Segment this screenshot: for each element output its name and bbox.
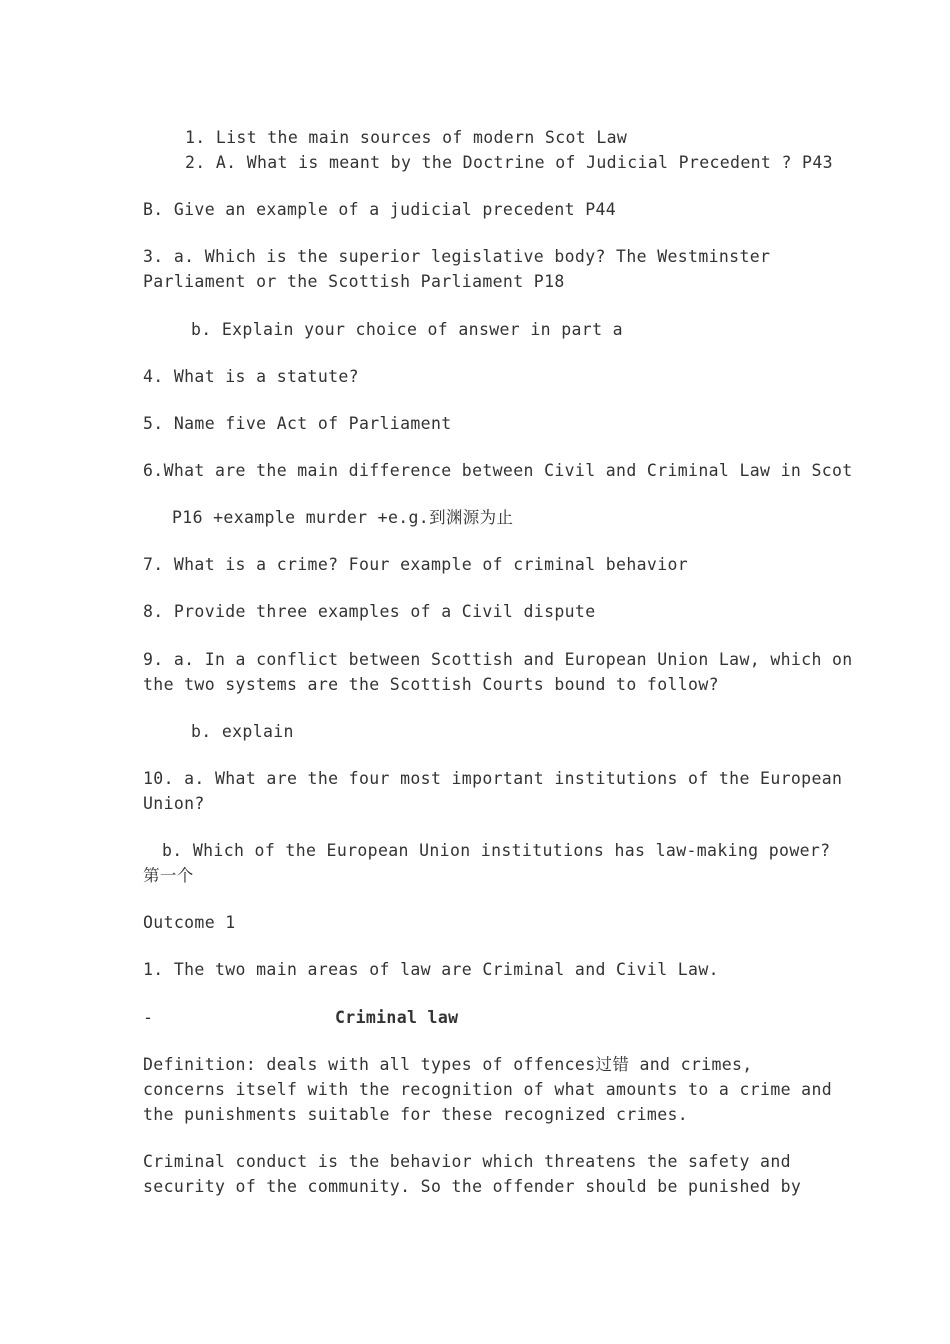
question-4: 4. What is a statute? <box>143 367 359 386</box>
section-title-criminal-law: Criminal law <box>335 1008 459 1027</box>
question-1: 1. List the main sources of modern Scot Law <box>185 128 628 147</box>
list-dash: - <box>143 1008 154 1027</box>
question-10a-line-1: 10. a. What are the four most important institutions of the European <box>143 769 843 788</box>
definition-line-1: Definition: deals with all types of offences过错 and crimes, <box>143 1055 753 1074</box>
question-2b: B. Give an example of a judicial precedent P44 <box>143 200 617 219</box>
question-9b: b. explain <box>191 722 294 741</box>
question-10b-line-2: 第一个 <box>143 866 194 885</box>
question-3a-line-2: Parliament or the Scottish Parliament P18 <box>143 272 565 291</box>
outcome-heading: Outcome 1 <box>143 913 236 932</box>
question-3b: b. Explain your choice of answer in part a <box>191 320 623 339</box>
question-2a: 2. A. What is meant by the Doctrine of Judicial Precedent ? P43 <box>185 153 833 172</box>
question-3a-line-1: 3. a. Which is the superior legislative body? The Westminster <box>143 247 771 266</box>
question-10a-line-2: Union? <box>143 794 205 813</box>
criminal-conduct-line-1: Criminal conduct is the behavior which threatens the safety and <box>143 1152 791 1171</box>
definition-line-3: the punishments suitable for these recognized crimes. <box>143 1105 689 1124</box>
question-9a-line-1: 9. a. In a conflict between Scottish and European Union Law, which on <box>143 650 853 669</box>
question-8: 8. Provide three examples of a Civil dispute <box>143 602 596 621</box>
criminal-conduct-line-2: security of the community. So the offender should be punished by <box>143 1177 802 1196</box>
question-9a-line-2: the two systems are the Scottish Courts bound to follow? <box>143 675 719 694</box>
definition-line-2: concerns itself with the recognition of what amounts to a crime and <box>143 1080 833 1099</box>
question-5: 5. Name five Act of Parliament <box>143 414 452 433</box>
question-6-line-2: P16 +example murder +e.g.到渊源为止 <box>172 508 514 527</box>
question-7: 7. What is a crime? Four example of criminal behavior <box>143 555 689 574</box>
question-10b-line-1: b. Which of the European Union institutions has law-making power? <box>162 841 831 860</box>
question-6-line-1: 6.What are the main difference between Civil and Criminal Law in Scot <box>143 461 853 480</box>
outcome-point-1: 1. The two main areas of law are Criminal and Civil Law. <box>143 960 719 979</box>
